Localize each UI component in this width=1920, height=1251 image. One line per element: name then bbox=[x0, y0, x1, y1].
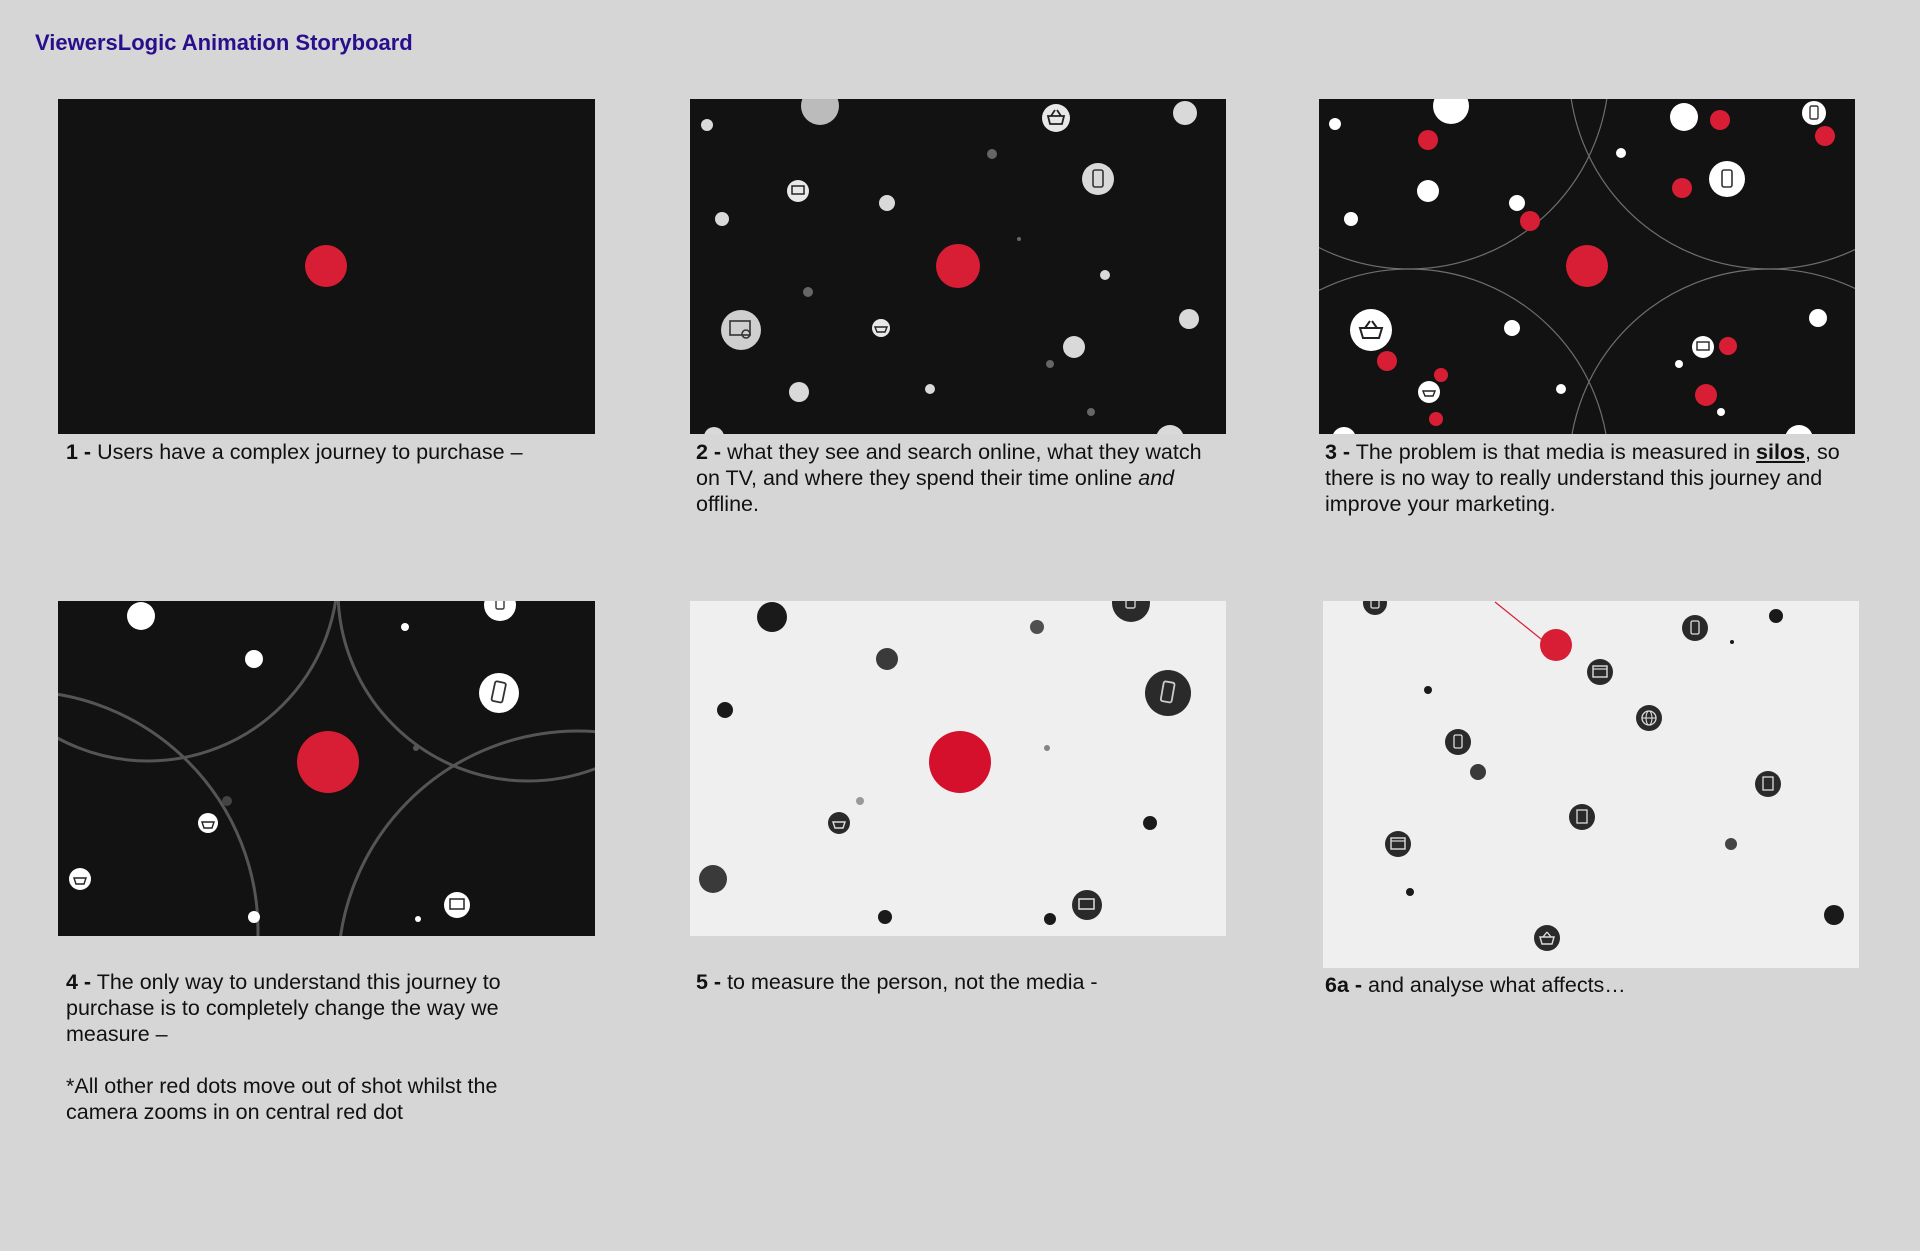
central-red-dot bbox=[1566, 245, 1608, 287]
storyboard-frame-6a bbox=[1323, 601, 1859, 968]
caption-1 bbox=[66, 439, 596, 465]
storyboard-frame-4 bbox=[58, 601, 595, 936]
caption-number: 6a - bbox=[1325, 973, 1363, 997]
caption-number: 5 - bbox=[696, 970, 722, 994]
phone-icon bbox=[479, 673, 519, 713]
caption-text: what they see and search online, what they watch on TV, and where they spend their time online bbox=[696, 440, 1202, 490]
phone-icon bbox=[484, 601, 516, 621]
basket-icon bbox=[828, 812, 850, 834]
basket-icon bbox=[198, 813, 218, 833]
basket-icon bbox=[1534, 925, 1560, 951]
basket-icon bbox=[872, 319, 890, 337]
caption-text: The only way to understand this journey to purchase is to completely change the way we measure – bbox=[66, 970, 501, 1046]
tv-icon bbox=[1692, 336, 1714, 358]
central-red-dot bbox=[1540, 629, 1572, 661]
caption-emphasis: silos bbox=[1756, 440, 1806, 464]
tv-icon bbox=[787, 180, 809, 202]
phone-icon bbox=[1363, 601, 1387, 615]
phone-icon bbox=[1445, 729, 1471, 755]
caption-italic: and bbox=[1138, 466, 1175, 490]
storyboard-frame-3 bbox=[1319, 99, 1855, 434]
caption-text-end: , so there is no way to really understand this journey and improve your marketing. bbox=[1325, 440, 1840, 516]
caption-text: Users have a complex journey to purchase – bbox=[97, 440, 523, 464]
basket-icon bbox=[1418, 381, 1440, 403]
central-red-dot bbox=[929, 731, 991, 793]
director-note: *All other red dots move out of shot whilst the camera zooms in on central red dot bbox=[66, 1074, 498, 1124]
document-icon bbox=[1569, 804, 1595, 830]
document-title: ViewersLogic Animation Storyboard bbox=[35, 30, 413, 55]
basket-icon bbox=[1042, 104, 1070, 132]
caption-number: 1 - bbox=[66, 440, 92, 464]
tv-icon bbox=[444, 892, 470, 918]
central-red-dot bbox=[297, 731, 359, 793]
caption-number: 3 - bbox=[1325, 440, 1351, 464]
caption-2 bbox=[696, 439, 1216, 517]
basket-icon bbox=[1350, 309, 1392, 351]
caption-text-end: offline. bbox=[696, 492, 759, 516]
document-icon bbox=[1755, 771, 1781, 797]
central-red-dot bbox=[936, 244, 980, 288]
phone-icon bbox=[1709, 161, 1745, 197]
caption-5 bbox=[696, 969, 1216, 995]
phone-icon bbox=[1802, 101, 1826, 125]
phone-icon bbox=[1082, 163, 1114, 195]
caption-text: and analyse what affects… bbox=[1368, 973, 1626, 997]
caption-number: 2 - bbox=[696, 440, 722, 464]
phone-icon bbox=[1145, 670, 1191, 716]
caption-3 bbox=[1325, 439, 1855, 517]
phone-icon bbox=[1682, 615, 1708, 641]
search-screen-icon bbox=[721, 310, 761, 350]
basket-icon bbox=[69, 868, 91, 890]
browser-icon bbox=[1385, 831, 1411, 857]
caption-4 bbox=[66, 969, 536, 1125]
storyboard-frame-1 bbox=[58, 99, 595, 434]
browser-icon bbox=[1587, 659, 1613, 685]
storyboard-frame-5 bbox=[690, 601, 1226, 936]
caption-text: The problem is that media is measured in bbox=[1355, 440, 1757, 464]
globe-icon bbox=[1636, 705, 1662, 731]
caption-6a bbox=[1325, 972, 1855, 998]
tv-icon bbox=[1072, 890, 1102, 920]
storyboard-frame-2 bbox=[690, 99, 1226, 434]
caption-text: to measure the person, not the media - bbox=[727, 970, 1098, 994]
caption-number: 4 - bbox=[66, 970, 92, 994]
phone-icon bbox=[1112, 601, 1150, 622]
central-red-dot bbox=[305, 245, 347, 287]
